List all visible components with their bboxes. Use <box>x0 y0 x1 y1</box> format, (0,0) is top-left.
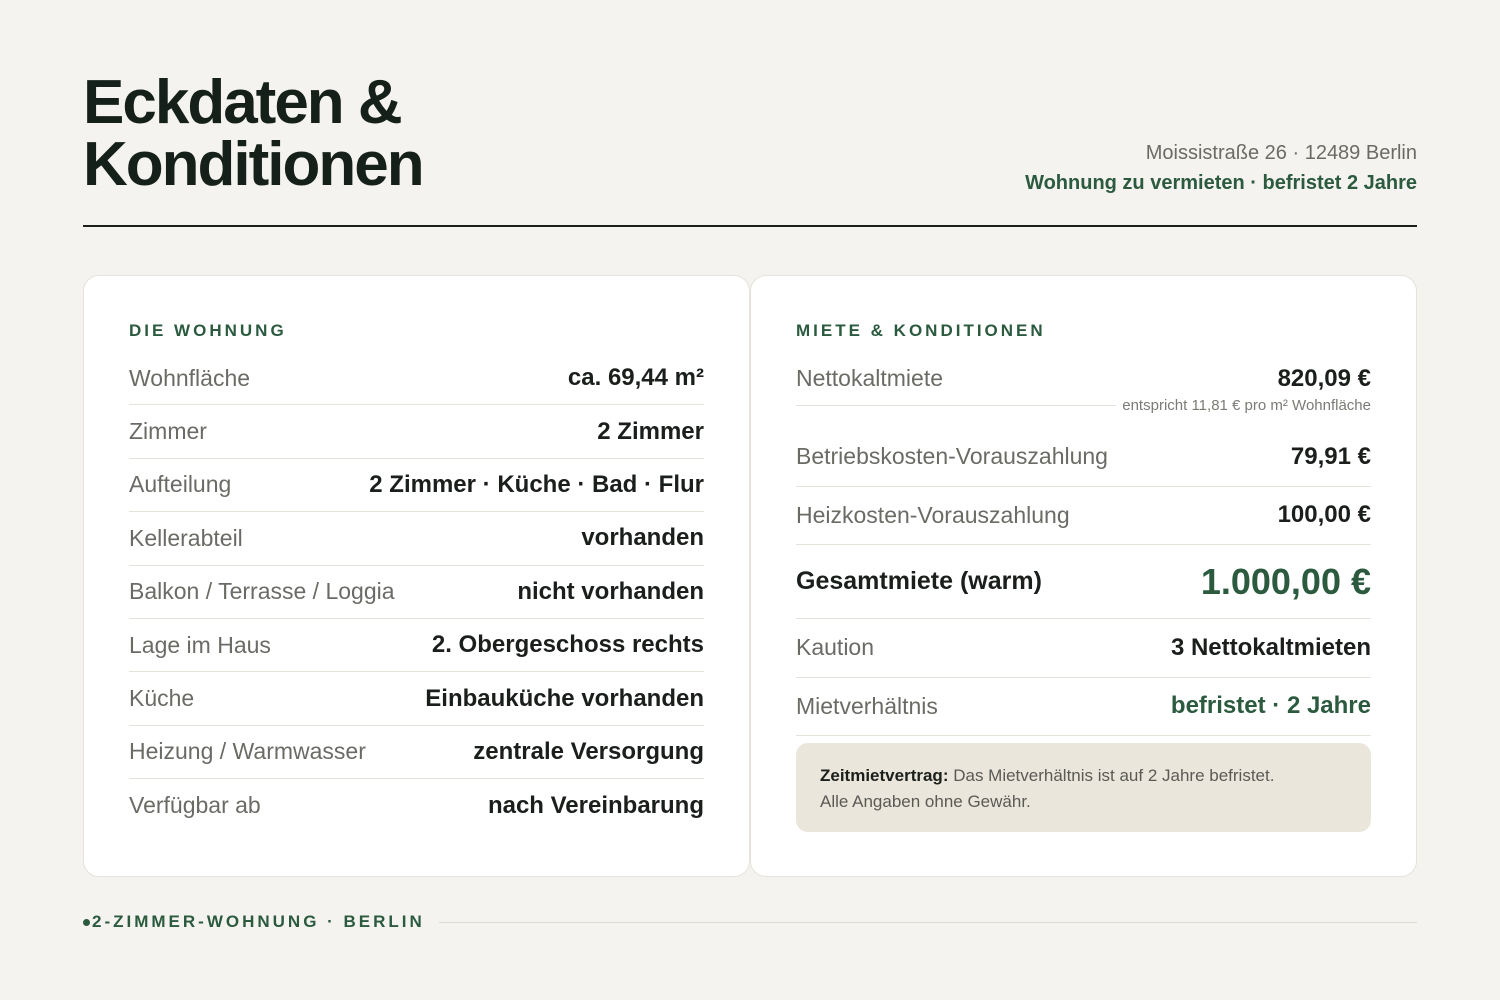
rent-value: 820,09 € <box>1277 364 1371 392</box>
footer-divider <box>439 922 1417 923</box>
detail-value: zentrale Versorgung <box>473 737 704 765</box>
notice-text: Das Mietverhältnis ist auf 2 Jahre befristet. <box>948 766 1275 785</box>
rent-label: Nettokaltmiete <box>796 365 944 391</box>
detail-row-kueche <box>129 672 704 725</box>
apartment-details-list <box>129 352 704 833</box>
rent-per-sqm-note: entspricht 11,81 € pro m² Wohnfläche <box>1116 396 1371 416</box>
detail-label: Wohnfläche <box>129 364 251 391</box>
detail-row-aufteilung <box>129 459 704 512</box>
tenancy-value: befristet · 2 Jahre <box>1170 692 1371 720</box>
page-footer <box>83 910 1417 934</box>
header-meta <box>1025 138 1417 198</box>
rent-row-net-rent <box>796 352 1371 414</box>
detail-label: Balkon / Terrasse / Loggia <box>129 578 395 605</box>
rent-value: 3 Nettokaltmieten <box>1170 633 1371 661</box>
page-title-line2: Konditionen <box>83 130 423 199</box>
rent-label: Betriebskosten-Vorauszahlung <box>796 443 1108 470</box>
rent-label: Mietverhältnis <box>796 692 938 719</box>
detail-row-verfuegbar <box>129 779 704 832</box>
rent-row-tenancy <box>796 678 1371 737</box>
rent-label: Heizkosten-Vorauszahlung <box>796 501 1070 528</box>
detail-value: 2 Zimmer · Küche · Bad · Flur <box>369 470 704 498</box>
detail-value: Einbauküche vorhanden <box>425 684 704 712</box>
detail-value: 2. Obergeschoss rechts <box>431 631 704 659</box>
rent-row-operating-costs <box>796 428 1371 487</box>
rent-row-heating-costs <box>796 487 1371 546</box>
detail-value: 2 Zimmer <box>597 417 704 445</box>
tenancy-notice <box>796 743 1371 832</box>
page-header <box>83 68 1417 227</box>
rent-row-total <box>796 545 1371 619</box>
tagline: Wohnung zu vermieten · befristet 2 Jahre <box>1025 172 1417 194</box>
footer-label: 2-ZIMMER-WOHNUNG · BERLIN <box>92 912 425 931</box>
rent-card-heading: MIETE & KONDITIONEN <box>796 321 1046 340</box>
rent-row-deposit <box>796 619 1371 678</box>
detail-label: Zimmer <box>129 418 207 445</box>
detail-row-heizung <box>129 726 704 779</box>
detail-row-kellerabteil <box>129 512 704 565</box>
bullet-dot-icon <box>83 919 90 926</box>
detail-label: Aufteilung <box>129 471 232 498</box>
notice-line2: Alle Angaben ohne Gewähr. <box>820 792 1031 811</box>
detail-row-balkon <box>129 566 704 619</box>
detail-value: nicht vorhanden <box>517 577 704 605</box>
rent-value: 79,91 € <box>1290 442 1371 470</box>
detail-label: Kellerabteil <box>129 524 243 551</box>
notice-bold: Zeitmietvertrag: <box>820 766 949 785</box>
detail-label: Heizung / Warmwasser <box>129 738 366 765</box>
detail-value: vorhanden <box>581 524 704 552</box>
detail-label: Verfügbar ab <box>129 792 261 819</box>
address: Moissistraße 26 · 12489 Berlin <box>1145 142 1417 164</box>
page-title-line1: Eckdaten & <box>83 68 401 137</box>
detail-label: Küche <box>129 685 195 712</box>
page-title <box>83 68 603 199</box>
rent-card <box>750 275 1417 877</box>
detail-value: ca. 69,44 m² <box>567 364 704 392</box>
apartment-card <box>83 275 750 877</box>
total-rent-label: Gesamtmiete (warm) <box>796 567 1042 595</box>
total-rent-value: 1.000,00 € <box>1200 560 1371 602</box>
detail-value: nach Vereinbarung <box>487 791 704 819</box>
detail-row-zimmer <box>129 405 704 458</box>
rent-label: Kaution <box>796 634 875 661</box>
detail-label: Lage im Haus <box>129 631 271 658</box>
rent-value: 100,00 € <box>1277 501 1371 529</box>
apartment-card-heading: DIE WOHNUNG <box>129 321 287 340</box>
detail-row-wohnflaeche <box>129 352 704 405</box>
detail-row-lage <box>129 619 704 672</box>
